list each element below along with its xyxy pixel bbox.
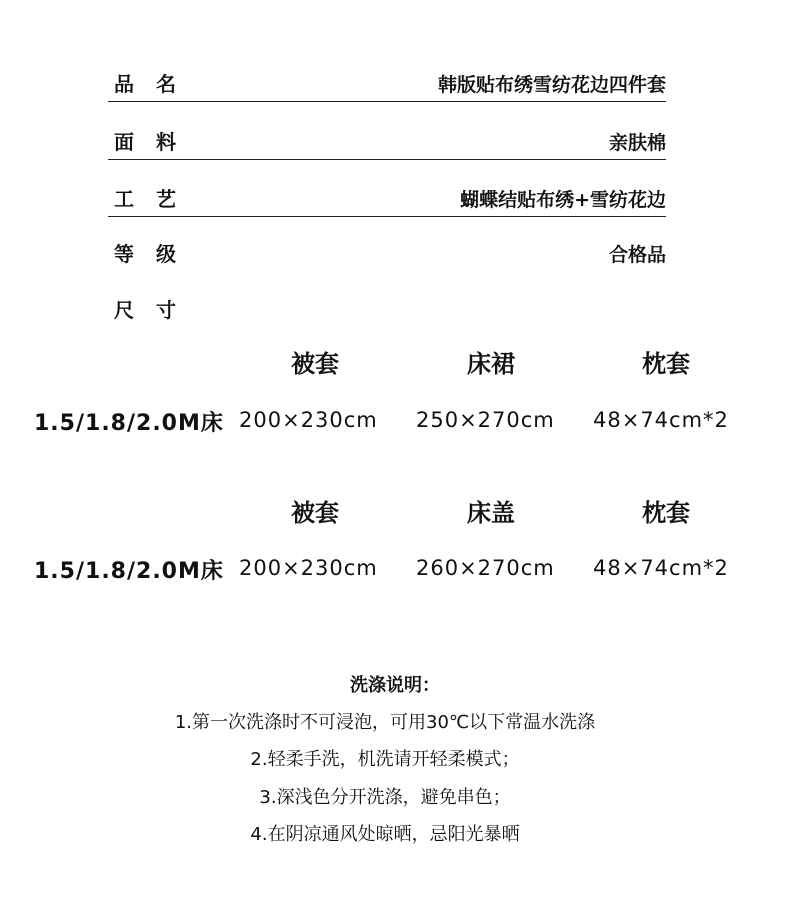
spec-row-size (108, 288, 666, 328)
spec-row-grade (108, 232, 666, 272)
washing-line: 2.轻柔手洗，机洗请开轻柔模式； (250, 749, 520, 770)
spec-row-fabric (108, 120, 666, 160)
washing-line: 1.第一次洗涤时不可浸泡，可用30℃以下常温水洗涤 (174, 712, 596, 733)
divider (108, 101, 666, 102)
spec-label: 工艺 (114, 187, 198, 211)
column-header: 枕套 (642, 350, 690, 378)
column-header: 被套 (291, 350, 339, 378)
spec-value: 亲肤棉 (608, 132, 666, 154)
spec-label: 品名 (114, 72, 198, 96)
spec-label: 等级 (114, 242, 198, 266)
spec-label: 面料 (114, 130, 198, 154)
column-header: 床裙 (467, 350, 515, 378)
table-cell: 250×270cm (416, 408, 555, 432)
column-header: 枕套 (642, 499, 690, 527)
table-cell: 200×230cm (239, 556, 378, 580)
bed-size-label: 1.5/1.8/2.0M床 (34, 411, 224, 436)
column-header: 床盖 (467, 499, 515, 527)
table-cell: 48×74cm*2 (593, 556, 729, 580)
spec-label: 尺寸 (114, 298, 198, 322)
washing-title: 洗涤说明： (350, 675, 440, 696)
table-cell: 48×74cm*2 (593, 408, 729, 432)
table-cell: 200×230cm (239, 408, 378, 432)
table-cell: 260×270cm (416, 556, 555, 580)
divider (108, 159, 666, 160)
spec-row-craft (108, 177, 666, 217)
washing-line: 4.在阴凉通风处晾晒，忌阳光暴晒 (250, 824, 520, 845)
spec-value: 蝴蝶结贴布绣+雪纺花边 (460, 189, 666, 211)
bed-size-label: 1.5/1.8/2.0M床 (34, 559, 224, 584)
spec-row-name (108, 62, 666, 102)
divider (108, 216, 666, 217)
spec-value: 合格品 (608, 244, 666, 266)
column-header: 被套 (291, 499, 339, 527)
spec-value: 韩版贴布绣雪纺花边四件套 (437, 74, 666, 96)
washing-line: 3.深浅色分开洗涤，避免串色； (259, 787, 511, 808)
